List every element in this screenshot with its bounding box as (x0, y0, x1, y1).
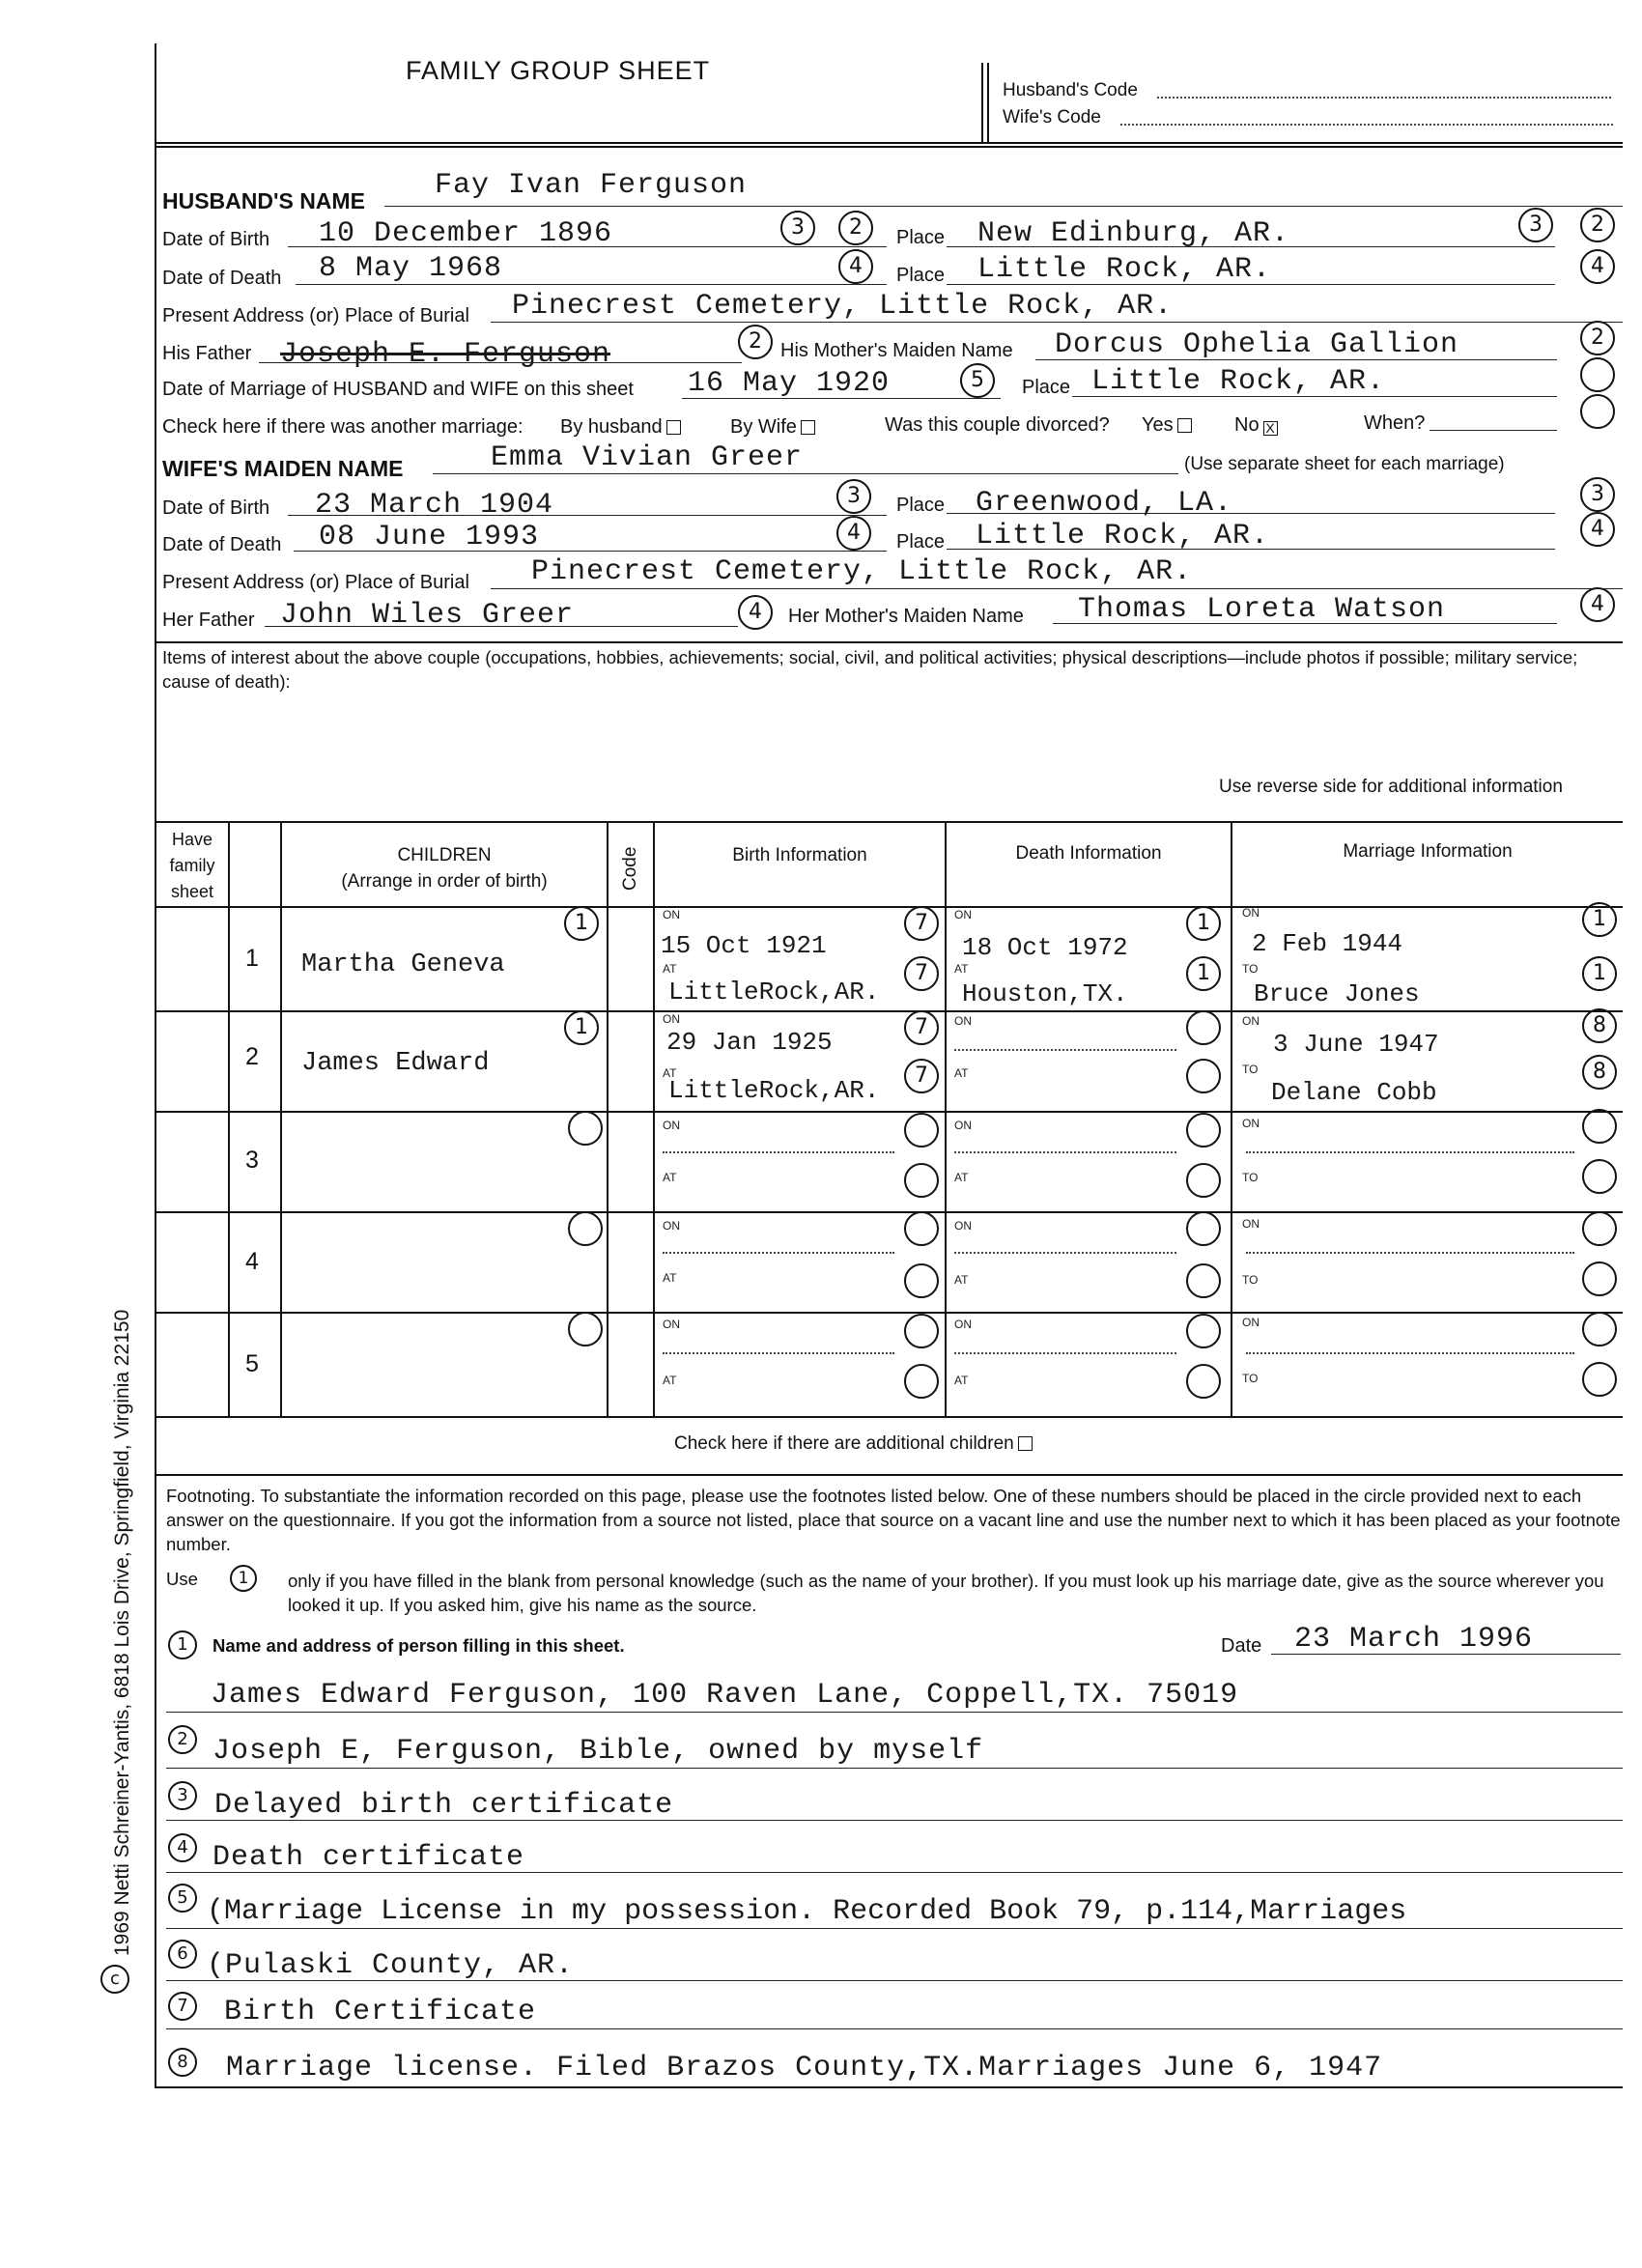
death-on-field[interactable] (954, 1352, 1176, 1354)
at-label: AT (663, 962, 677, 976)
footnote-circle (1582, 1362, 1617, 1397)
footnote-top-rule (155, 1474, 1623, 1476)
by-husband-label: By husband (560, 416, 663, 438)
use-text: only if you have filled in the blank from personal knowledge (such as the name of your brother). If you must look up his marriage date, give as the source wherever you looked it up. If you asked him, give his name as the source. (288, 1571, 1604, 1615)
header-bottom-rule-2 (155, 146, 1623, 148)
footnote-circle: 1 (564, 1010, 599, 1045)
husband-mother-line (1035, 359, 1557, 360)
footnote-line (166, 2028, 1623, 2029)
marriage-place: Little Rock, AR. (1091, 365, 1386, 398)
wife-dob: 23 March 1904 (315, 489, 554, 522)
footnote-entry-8: Marriage license. Filed Brazos County,TX.Marriages June 6, 1947 (226, 2052, 1383, 2084)
footnote-entry-3: Delayed birth certificate (214, 1789, 674, 1822)
footnote-circle: 5 (960, 363, 995, 398)
footnote-circle: 3 (780, 211, 815, 245)
at-label: AT (954, 1374, 969, 1387)
husband-name-label: HUSBAND'S NAME (162, 188, 365, 213)
wife-mother-label: Her Mother's Maiden Name (788, 606, 1024, 627)
left-border (155, 43, 156, 2086)
footnote-circle: 1 (1582, 902, 1617, 937)
footnote-line (166, 1712, 1623, 1713)
children-bottom-rule (155, 1416, 1623, 1418)
footnote-circle: 8 (1582, 1055, 1617, 1090)
marriage-on-field[interactable] (1246, 1352, 1574, 1354)
divorced-no-checkbox[interactable]: No X (1234, 414, 1278, 437)
wife-birth-place: Greenwood, LA. (976, 487, 1233, 520)
footnote-circle: 1 (1186, 906, 1221, 941)
husband-dob-line (288, 246, 887, 247)
when-label: When? (1364, 412, 1426, 434)
birth-on-field[interactable] (663, 1151, 894, 1153)
additional-children-label: Check here if there are additional children (674, 1433, 1014, 1454)
at-label: AT (663, 1066, 677, 1080)
wife-mother: Thomas Loreta Watson (1078, 593, 1446, 626)
marriage-date-line (682, 398, 1001, 399)
wife-father-line (265, 626, 738, 627)
wife-father-label: Her Father (162, 610, 255, 631)
footnote-circle (1580, 357, 1615, 392)
marriage-place-line (1072, 396, 1557, 397)
wife-birth-place-label: Place (896, 495, 946, 516)
wife-mother-line (1053, 623, 1557, 624)
additional-children-checkbox[interactable] (674, 1433, 1033, 1455)
marriage-on-field[interactable] (1246, 1252, 1574, 1254)
footnote-number-circle: 4 (168, 1833, 197, 1862)
footnote-line (166, 1820, 1623, 1821)
separate-sheet-note: (Use separate sheet for each marriage) (1184, 454, 1505, 474)
footnote-circle: 4 (836, 516, 871, 551)
footnote-circle (1580, 394, 1615, 429)
footnote-circle (1186, 1211, 1221, 1246)
on-label: ON (663, 1219, 680, 1233)
row-rule (155, 1312, 1623, 1314)
yes-label: Yes (1142, 414, 1174, 436)
footnote-circle (1186, 1059, 1221, 1093)
footnote-circle: 7 (904, 906, 939, 941)
footnote-circle (1186, 1314, 1221, 1348)
wife-burial-line (491, 588, 1623, 589)
footnote-circle (1582, 1312, 1617, 1347)
husband-death-place-label: Place (896, 265, 946, 286)
on-label: ON (954, 1318, 972, 1331)
col-code: Code (620, 846, 640, 891)
wife-code-field[interactable] (1120, 124, 1613, 126)
on-label: ON (954, 1219, 972, 1233)
husband-father: Joseph E. Ferguson (280, 338, 611, 371)
wife-code-label: Wife's Code (1003, 107, 1101, 128)
on-label: ON (1242, 906, 1260, 920)
row-number: 4 (245, 1248, 259, 1275)
wife-dod-line (294, 551, 887, 552)
header-divider-2 (987, 63, 989, 142)
row-rule (155, 1111, 1623, 1113)
reverse-side-note: Use reverse side for additional information (1219, 777, 1563, 797)
footnote-circle (1186, 1010, 1221, 1045)
footnote-circle: 7 (904, 956, 939, 991)
marriage-to: Delane Cobb (1271, 1078, 1437, 1107)
children-header-rule (155, 906, 1623, 908)
footnote-circle: 4 (838, 249, 873, 284)
row-number: 5 (245, 1350, 259, 1377)
footnote-circle (1186, 1364, 1221, 1399)
preparer-label: Name and address of person filling in this sheet. (212, 1635, 625, 1656)
birth-on-field[interactable] (663, 1352, 894, 1354)
husband-dod-label: Date of Death (162, 268, 282, 289)
footnote-circle (904, 1364, 939, 1399)
husband-birth-place-label: Place (896, 227, 946, 248)
date-label: Date (1221, 1635, 1262, 1657)
footnote-entry-5: (Marriage License in my possession. Recorded Book 79, p.114,Marriages (207, 1895, 1407, 1928)
children-top-rule (155, 821, 1623, 823)
death-on: 18 Oct 1972 (962, 933, 1128, 962)
footnote-line (166, 1980, 1623, 1981)
marriage-place-label: Place (1022, 377, 1071, 398)
wife-dob-line (288, 515, 887, 516)
footnote-circle: 3 (836, 479, 871, 514)
publisher-credit: 1969 Netti Schreiner-Yantis, 6818 Lois Drive, Springfield, Virginia 22150 (111, 1309, 133, 1956)
footnote-circle: 4 (1580, 587, 1615, 622)
husband-mother: Dorcus Ophelia Gallion (1055, 328, 1459, 361)
footnote-circle (568, 1312, 603, 1347)
footnote-circle (904, 1163, 939, 1198)
wife-dod-label: Date of Death (162, 534, 282, 555)
wife-birth-place-line (947, 513, 1555, 514)
footnote-entry-6: (Pulaski County, AR. (207, 1949, 575, 1982)
row-rule (155, 1211, 1623, 1213)
to-label: TO (1242, 1372, 1259, 1385)
birth-on: 15 Oct 1921 (661, 931, 827, 960)
sheet-date: 23 March 1996 (1294, 1623, 1534, 1656)
husband-burial-label: Present Address (or) Place of Burial (162, 305, 469, 326)
at-label: AT (663, 1374, 677, 1387)
footnote-circle: 2 (838, 211, 873, 245)
wife-dob-label: Date of Birth (162, 497, 270, 519)
col-divider (280, 821, 282, 1416)
footnote-circle (568, 1111, 603, 1146)
col-family-sheet: Have family sheet (169, 830, 215, 901)
on-label: ON (1242, 1014, 1260, 1028)
form-title: FAMILY GROUP SHEET (406, 56, 711, 85)
col-divider (653, 821, 655, 1416)
footnote-circle: 4 (1580, 512, 1615, 547)
husband-father-label: His Father (162, 343, 252, 364)
husband-burial-line (491, 322, 1623, 323)
footnote-entry-2: Joseph E, Ferguson, Bible, owned by myself (212, 1735, 984, 1768)
birth-on-field[interactable] (663, 1252, 894, 1254)
marriage-on: 3 June 1947 (1273, 1030, 1439, 1059)
husband-dob: 10 December 1896 (319, 217, 613, 250)
to-label: TO (1242, 1273, 1259, 1287)
footnote-circle (904, 1113, 939, 1148)
child-name: James Edward (301, 1049, 490, 1078)
husband-death-place: Little Rock, AR. (977, 253, 1272, 286)
footnote-number-circle: 2 (168, 1725, 197, 1754)
on-label: ON (663, 1318, 680, 1331)
husband-mother-label: His Mother's Maiden Name (780, 340, 1013, 361)
divorced-label: Was this couple divorced? (885, 414, 1110, 436)
on-label: ON (954, 1014, 972, 1028)
to-label: TO (1242, 962, 1259, 976)
child-name: Martha Geneva (301, 950, 505, 979)
wife-burial: Pinecrest Cemetery, Little Rock, AR. (531, 555, 1193, 588)
footnote-number-circle: 7 (168, 1992, 197, 2021)
divorced-yes-checkbox[interactable] (1142, 414, 1192, 437)
col-divider (1231, 821, 1232, 1416)
footnote-circle: 1 (1582, 956, 1617, 991)
footnote-entry-4: Death certificate (212, 1841, 525, 1874)
footnote-circle (1186, 1113, 1221, 1148)
husband-name: Fay Ivan Ferguson (435, 169, 748, 202)
at-label: AT (954, 962, 969, 976)
footnote-circle (904, 1263, 939, 1298)
husband-burial: Pinecrest Cemetery, Little Rock, AR. (512, 290, 1174, 323)
on-label: ON (663, 1119, 680, 1132)
col-birth: Birth Information (732, 845, 867, 865)
on-label: ON (1242, 1316, 1260, 1329)
interest-top-rule (155, 641, 1623, 643)
on-label: ON (954, 908, 972, 921)
husband-dod: 8 May 1968 (319, 252, 503, 285)
footnote-line (166, 1768, 1623, 1769)
wife-dod: 08 June 1993 (319, 521, 540, 553)
marriage-on-field[interactable] (1246, 1151, 1574, 1153)
col-divider (607, 821, 609, 1416)
copyright-icon: c (100, 1965, 129, 1994)
col-death: Death Information (1015, 843, 1162, 864)
footnote-circle (1582, 1159, 1617, 1194)
footnote-circle: 2 (1580, 321, 1615, 355)
at-label: AT (663, 1271, 677, 1285)
no-label: No (1234, 414, 1260, 436)
row-number: 3 (245, 1147, 259, 1174)
wife-death-place-label: Place (896, 531, 946, 553)
wife-father: John Wiles Greer (280, 599, 575, 632)
to-label: TO (1242, 1171, 1259, 1184)
footnote-circle (904, 1211, 939, 1246)
interest-prompt: Items of interest about the above couple (occupations, hobbies, achievements; social, civil, and political activities; physical descriptions—include photos if possible; military service; cause of death): (162, 647, 1578, 692)
footnote-entry-1: James Edward Ferguson, 100 Raven Lane, Coppell,TX. 75019 (211, 1679, 1239, 1712)
wife-death-place-line (947, 549, 1555, 550)
by-husband-checkbox[interactable] (560, 416, 681, 439)
col-marriage: Marriage Information (1343, 841, 1513, 862)
husband-code-field[interactable] (1157, 97, 1611, 99)
on-label: ON (1242, 1217, 1260, 1231)
death-on-field[interactable] (954, 1049, 1176, 1051)
col-children-sub: (Arrange in order of birth) (341, 871, 548, 892)
marriage-date-label: Date of Marriage of HUSBAND and WIFE on this sheet (162, 379, 634, 400)
by-wife-checkbox[interactable] (730, 416, 815, 439)
on-label: ON (954, 1119, 972, 1132)
footnote-circle: 8 (1582, 1008, 1617, 1043)
col-divider (228, 821, 230, 1416)
footnote-circle: 1 (230, 1565, 257, 1592)
footnote-circle: 3 (1580, 477, 1615, 512)
footnote-line (166, 1928, 1623, 1929)
row-number: 2 (245, 1043, 259, 1070)
birth-at: LittleRock,AR. (668, 1076, 880, 1105)
at-label: AT (954, 1066, 969, 1080)
wife-name-line (433, 473, 1178, 474)
husband-birth-place-line (947, 246, 1555, 247)
on-label: ON (663, 908, 680, 921)
footnote-circle (1582, 1211, 1617, 1246)
form-bottom-rule (155, 2086, 1623, 2088)
footnote-circle: 2 (738, 325, 773, 359)
header-divider-1 (981, 63, 983, 142)
birth-at: LittleRock,AR. (668, 978, 880, 1006)
footnote-circle: 3 (1518, 208, 1553, 242)
at-label: AT (954, 1273, 969, 1287)
footnote-circle (904, 1314, 939, 1348)
other-marriage-label: Check here if there was another marriage: (162, 416, 524, 438)
husband-dob-label: Date of Birth (162, 229, 270, 250)
death-at: Houston,TX. (962, 979, 1128, 1008)
col-divider (945, 821, 947, 1416)
husband-name-line (384, 206, 1623, 207)
marriage-to: Bruce Jones (1254, 979, 1420, 1008)
footnote-number-circle: 5 (168, 1884, 197, 1913)
footnote-entry-7: Birth Certificate (224, 1996, 537, 2028)
husband-code-label: Husband's Code (1003, 80, 1138, 100)
to-label: TO (1242, 1063, 1259, 1076)
footnote-circle (568, 1211, 603, 1246)
footnote-circle (1582, 1262, 1617, 1296)
at-label: AT (663, 1171, 677, 1184)
footnote-circle: 7 (904, 1059, 939, 1093)
on-label: ON (1242, 1117, 1260, 1130)
footnote-circle: 1 (564, 906, 599, 941)
on-label: ON (663, 1012, 680, 1026)
footnote-circle (1186, 1263, 1221, 1298)
footnote-number-circle: 1 (168, 1630, 197, 1659)
death-on-field[interactable] (954, 1252, 1176, 1254)
footnote-circle: 4 (1580, 249, 1615, 284)
footnote-intro: Footnoting. To substantiate the information recorded on this page, please use the footnotes listed below. One of these numbers should be placed in the circle provided next to each answer on the questionnaire. If you got the information from a source not listed, place that source on a vacant line and use the number next to which it has been placed as your footnote number. (166, 1486, 1621, 1554)
use-label: Use (166, 1569, 198, 1589)
footnote-number-circle: 8 (168, 2048, 197, 2077)
death-on-field[interactable] (954, 1151, 1176, 1153)
birth-on: 29 Jan 1925 (666, 1028, 833, 1057)
husband-father-line (259, 362, 742, 363)
marriage-date: 16 May 1920 (688, 367, 891, 400)
footnote-number-circle: 3 (168, 1781, 197, 1810)
footnote-circle: 2 (1580, 208, 1615, 242)
wife-burial-label: Present Address (or) Place of Burial (162, 572, 469, 593)
header-bottom-rule (155, 142, 1623, 144)
footnote-circle: 7 (904, 1010, 939, 1045)
at-label: AT (954, 1171, 969, 1184)
husband-birth-place: New Edinburg, AR. (977, 217, 1290, 250)
footnote-line (166, 1872, 1623, 1873)
when-field[interactable] (1430, 430, 1557, 431)
footnote-circle (1186, 1163, 1221, 1198)
by-wife-label: By Wife (730, 416, 797, 438)
marriage-on: 2 Feb 1944 (1252, 929, 1403, 958)
husband-death-place-line (947, 284, 1555, 285)
wife-name: Emma Vivian Greer (491, 441, 804, 474)
footnote-circle: 4 (738, 595, 773, 630)
wife-death-place: Little Rock, AR. (976, 520, 1270, 553)
footnote-number-circle: 6 (168, 1940, 197, 1969)
footnote-circle (1582, 1109, 1617, 1144)
husband-dod-line (296, 284, 887, 285)
date-line (1271, 1654, 1621, 1655)
col-children: CHILDREN (397, 845, 492, 865)
footnote-circle: 1 (1186, 956, 1221, 991)
row-rule (155, 1010, 1623, 1012)
row-number: 1 (245, 945, 259, 972)
wife-name-label: WIFE'S MAIDEN NAME (162, 456, 404, 481)
